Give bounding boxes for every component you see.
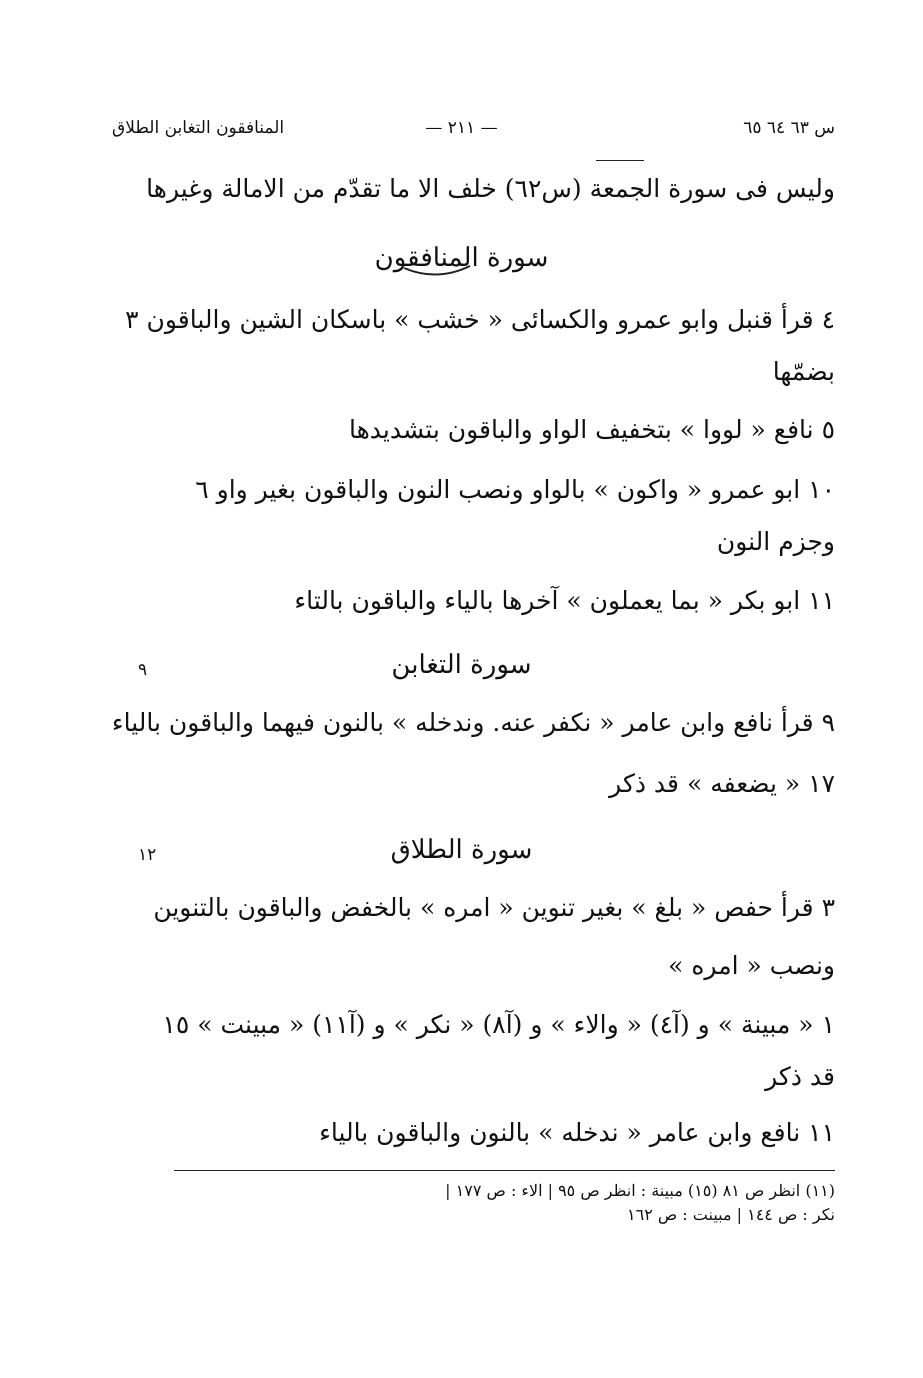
overline-mark — [596, 160, 644, 161]
text-line: ١١ نافع وابن عامر « ندخله » بالنون والباقون بالياء — [319, 1118, 835, 1147]
footnote-line-2: نكر : ص ١٤٤ | مبينت : ص ١٦٢ — [627, 1205, 835, 1224]
header-page-refs: س ٦٣ ٦٤ ٦٥ — [743, 118, 835, 138]
text-line: قد ذكر — [765, 1062, 835, 1091]
text-line: ٥ نافع « لووا » بتخفيف الواو والباقون بتشديدها — [348, 415, 835, 444]
surah-title: سورة المنافقون — [374, 243, 549, 273]
text-line: ٣ قرأ حفص « بلغ » بغير تنوين « امره » بالخفض والباقون بالتنوين — [153, 893, 835, 922]
title-flourish — [402, 262, 472, 282]
text-line: بضمّها — [772, 357, 835, 386]
surah-title: سورة الطلاق — [390, 835, 533, 865]
text-line: وليس فى سورة الجمعة (س٦٢) خلف الا ما تقدّم من الامالة وغيرها — [146, 174, 835, 203]
text-line: وجزم النون — [716, 527, 835, 556]
text-line: ونصب « امره » — [668, 951, 835, 980]
footnote-rule — [174, 1170, 835, 1171]
surah-title: سورة التغابن — [391, 650, 532, 680]
text-line: ١٠ ابو عمرو « واكون » بالواو ونصب النون والباقون بغير واو ٦ — [195, 475, 835, 504]
margin-number: ٩ — [138, 660, 148, 680]
margin-number: ١٢ — [138, 845, 157, 865]
text-line: ١١ ابو بكر « بما يعملون » آخرها بالياء والباقون بالتاء — [294, 586, 835, 615]
footnote-line-1: (١١) انظر ص ٨١ (١٥) مبينة : انظر ص ٩٥ | الاء : ص ١٧٧ | — [445, 1181, 835, 1200]
text-line: ١ « مبينة » و (آ٤) « والاء » و (آ٨) « نكر » و (آ١١) « مبينت » ١٥ — [162, 1010, 835, 1039]
text-line: ١٧ « يضعفه » قد ذكر — [609, 769, 835, 798]
text-line: ٤ قرأ قنبل وابو عمرو والكسائى « خشب » باسكان الشين والباقون ٣ — [125, 305, 835, 334]
text-line: ٩ قرأ نافع وابن عامر « نكفر عنه. وندخله » بالنون فيهما والباقون بالياء — [111, 708, 835, 737]
header-running-title: المنافقون التغابن الطلاق — [112, 118, 285, 138]
header-page-number: — ٢١١ — — [425, 118, 498, 138]
